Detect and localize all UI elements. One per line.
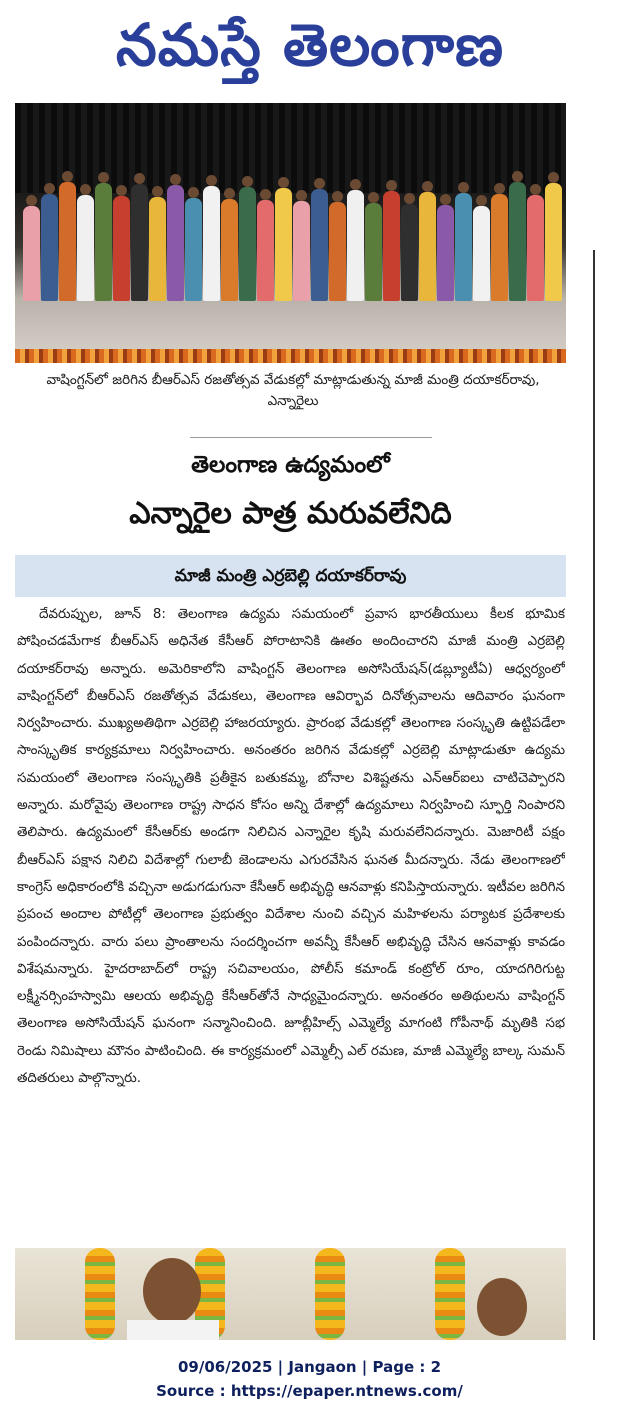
- column-divider: [593, 250, 595, 1340]
- person: [419, 192, 436, 301]
- person: [437, 205, 454, 301]
- headline: ఎన్నారైల పాత్ర మరువలేనిది: [129, 496, 452, 531]
- headline-kicker: తెలంగాణ ఉద్యమంలో: [191, 452, 390, 478]
- person: [509, 182, 526, 301]
- photo-caption: వాషింగ్టన్‌లో జరిగిన బీఆర్‌ఎస్ రజతోత్సవ వేడుకల్లో మాట్లాడుతున్న మాజీ మంత్రి దయాకర్‌రావు, ఎన్నారైలు: [46, 372, 540, 409]
- article-photo: [15, 103, 566, 363]
- person: [257, 200, 274, 301]
- caption-divider: [190, 437, 432, 438]
- person: [311, 189, 328, 301]
- person: [203, 186, 220, 301]
- masthead-title: నమస్తే తెలంగాణ: [116, 11, 504, 79]
- person: [491, 194, 508, 301]
- person: [347, 190, 364, 301]
- person: [185, 198, 202, 301]
- subheadline: మాజీ మంత్రి ఎర్రబెల్లి దయాకర్‌రావు: [15, 555, 566, 597]
- article-body: దేవరుప్పుల, జూన్ 8: తెలంగాణ ఉద్యమ సమయంలో ప్రవాస భారతీయులు కీలక భూమిక పోషించడమేగాక బీఆర్‌ఎస్ అధినేత కేసీఆర్ పోరాటానికి ఊతం అందించారని మాజీ మంత్రి ఎర్రబెల్లి దయాకర్‌రావు అన్నారు. అమెరికాలోని వాషింగ్టన్ తెలంగాణ అసోసియేషన్(డబ్ల్యూటీఏ) ఆధ్వర్యంలో వాషింగ్టన్‌లో బీఆర్‌ఎస్ రజతోత్సవ వేడుకలు, తెలంగాణ ఆవిర్భావ దినోత్సవాలను ఆదివారం ఘనంగా నిర్వహించారు. ముఖ్యఅతిథిగా ఎర్రబెల్లి హాజరయ్యారు. ప్రారంభ వేడుకల్లో తెలంగాణ సంస్కృతి ఉట్టిపడేలా సాంస్కృతిక కార్యక్రమాలు నిర్వహించారు. అనంతరం జరిగిన వేడుకల్లో ఎర్రబెల్లి మాట్లాడుతూ ఉద్యమ సమయంలో తెలంగాణ సంస్కృతికి ప్రతీకైన బతుకమ్మ, బోనాల విశిష్టతను ఎన్‌ఆర్‌ఐలు చాటిచెప్పారని అన్నారు. మరోవైపు తెలంగాణ రాష్ట్ర సాధన కోసం అన్ని దేశాల్లో ఉద్యమాలు నిర్వహించి స్ఫూర్తి నింపారని తెలిపారు. ఉద్యమంలో కేసీఆర్‌కు అండగా నిలిచిన ఎన్నారైల కృషి మరువలేనిదన్నారు. మెజారిటీ పక్షం బీఆర్‌ఎస్ పక్షాన నిలిచి విదేశాల్లో గులాబీ జెండాలను ఎగురవేసిన ఘనత మీదన్నారు. నేడు తెలంగాణలో కాంగ్రెస్ అధికారంలోకి వచ్చినా అడుగడుగునా కేసీఆర్ అభివృద్ధి ఆనవాళ్లు కనిపిస్తాయన్నారు. ఇటీవల జరిగిన ప్రపంచ అందాల పోటీల్లో తెలంగాణ ప్రభుత్వం విదేశాల నుంచి వచ్చిన మహిళలను పర్యాటక ప్రదేశాలకు పంపిందన్నారు. వారు పలు ప్రాంతాలను సందర్శించగా అవన్నీ కేసీఆర్ అభివృద్ధి చేసిన ఆనవాళ్లు కావడం విశేషమన్నారు. హైదరాబాద్‌లో రాష్ట్ర సచివాలయం, పోలీస్ కమాండ్ కంట్రోల్ రూం, యాదగిరిగుట్ట లక్ష్మీనర్సింహస్వామి ఆలయ అభివృద్ధి కేసీఆర్‌తోనే సాధ్యమైందన్నారు. అనంతరం అతిథులను వాషింగ్టన్ తెలంగాణ అసోసియేషన్ ఘనంగా సన్మానించింది. జూబ్లీహిల్స్ ఎమ్మెల్యే మాగంటి గోపీనాథ్ మృతికి సభ రెండు నిమిషాలు మౌనం పాటించింది. ఈ కార్యక్రమంలో ఎమ్మెల్సీ ఎల్ రమణ, మాజీ ఎమ్మెల్యే బాల్క సుమన్ తదితరులు పాల్గొన్నారు.: [17, 607, 565, 1087]
- person: [455, 193, 472, 301]
- person: [239, 187, 256, 301]
- person: [275, 188, 292, 301]
- flower-garland: [85, 1248, 115, 1340]
- person: [41, 194, 58, 301]
- person-face: [477, 1278, 527, 1336]
- footer-source-line: Source : https://epaper.ntnews.com/: [156, 1382, 463, 1400]
- person: [149, 197, 166, 301]
- person: [23, 206, 40, 301]
- person: [329, 202, 346, 301]
- person: [131, 184, 148, 301]
- person: [365, 203, 382, 301]
- person-face: [143, 1258, 201, 1324]
- person: [59, 182, 76, 301]
- bottom-photo: [15, 1248, 566, 1340]
- person: [473, 206, 490, 301]
- person: [77, 195, 94, 301]
- person: [293, 201, 310, 301]
- stage-flowers: [15, 349, 566, 363]
- person: [527, 195, 544, 301]
- person: [221, 199, 238, 301]
- person: [383, 191, 400, 301]
- person: [167, 185, 184, 301]
- person: [545, 183, 562, 301]
- person-shirt: [127, 1320, 219, 1340]
- flower-garland: [435, 1248, 465, 1340]
- footer-date-line: 09/06/2025 | Jangaon | Page : 2: [177, 1358, 442, 1376]
- person: [113, 196, 130, 301]
- person: [95, 183, 112, 301]
- person: [401, 204, 418, 301]
- flower-garland: [315, 1248, 345, 1340]
